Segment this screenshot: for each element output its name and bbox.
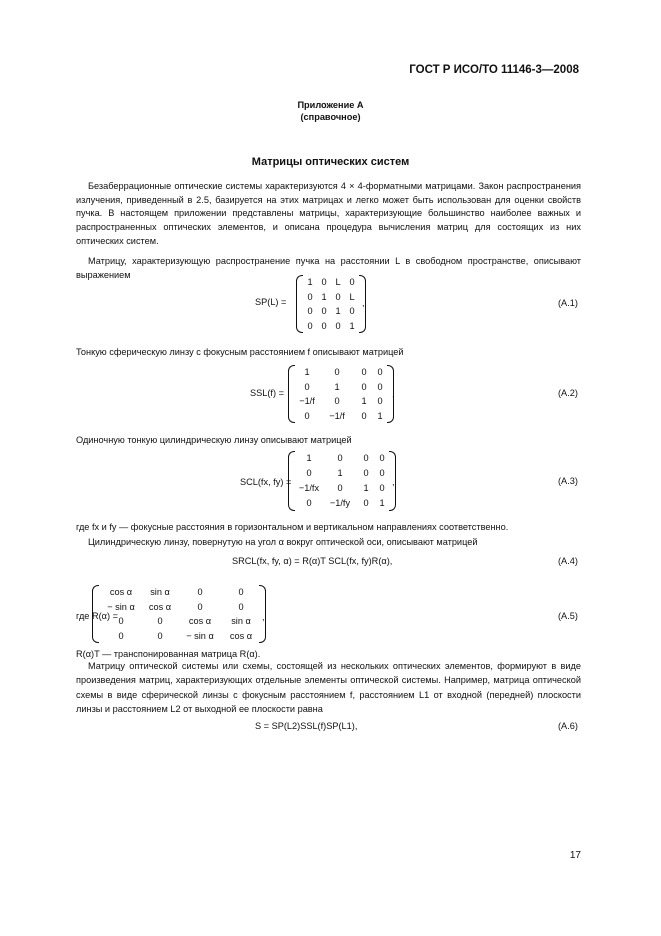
paragraph-system-matrix-text: Матрицу оптической системы или схемы, состоящей из нескольких оптических элементов, формируют в виде произведения матриц, характеризующих отдельные элементы оптической системы. Например, матрица оптической схемы в виде сферической линзы с фокусным расстоянием f, расстоянием L1 от входной (передней) плоскости линзы и расстоянием L2 от выходной ее плоскости равна (76, 661, 581, 714)
matrix-a5-cell: 0 (118, 616, 124, 626)
matrix-a3-cell: −1/fy (329, 498, 351, 508)
matrix-a2-cell: −1/f (329, 410, 345, 421)
matrix-a1-cell: 0 (307, 291, 313, 302)
matrix-a1-cell: 0 (349, 277, 355, 287)
matrix-a1-cell: 0 (321, 320, 327, 331)
eq-a3-lhs: SCL(fx, fy) = (240, 477, 292, 487)
matrix-a1-cell: 0 (307, 320, 313, 331)
appendix-subtitle: (справочное) (300, 112, 361, 122)
matrix-a3-cell: 0 (363, 453, 369, 463)
matrix-a3-cell: 0 (379, 468, 385, 478)
paragraph-transposed: R(α)T — транспонированная матрица R(α). (76, 649, 261, 659)
matrix-a2 (288, 365, 394, 423)
matrix-a1-cell: 1 (349, 320, 355, 331)
paragraph-spherical-lens: Тонкую сферическую линзу с фокусным расстоянием f описывают матрицей (76, 347, 404, 357)
matrix-a2-cell: 0 (334, 367, 340, 377)
eq-a1-lhs: SP(L) = (255, 297, 287, 307)
matrix-a3-cell: 1 (306, 453, 312, 463)
matrix-a3-grid (295, 451, 389, 511)
matrix-a5-cell: sin α (150, 587, 170, 597)
matrix-a2-cell: 0 (361, 381, 367, 392)
eq-a1-tail: , (362, 298, 365, 308)
matrix-a1-cell: 0 (349, 306, 355, 316)
matrix-a5-cell: 0 (157, 630, 163, 641)
matrix-a5-cell: cos α (109, 587, 133, 597)
page-number: 17 (569, 850, 581, 861)
eq-a5-where: где R(α) = (76, 611, 118, 621)
paragraph-rotated-lens: Цилиндрическую линзу, повернутую на угол α вокруг оптической оси, описывают матрицей (88, 537, 478, 547)
matrix-a2-cell: 0 (361, 410, 367, 421)
paragraph-free-space-text: Матрицу, характеризующую распространение пучка на расстоянии L в свободном пространстве, описывают выражением (76, 256, 581, 280)
matrix-a1-cell: 1 (321, 291, 327, 302)
matrix-a5-cell: 0 (238, 601, 244, 612)
matrix-a1-cell: 0 (321, 277, 327, 287)
matrix-a2-cell: 1 (334, 381, 340, 392)
paragraph-focal-lengths: где fx и fy — фокусные расстояния в горизонтальном и вертикальном направлениях соответственно. (76, 522, 509, 532)
eq-a4-text: SRCL(fx, fy, α) = R(α)T SCL(fx, fy)R(α), (232, 556, 393, 566)
matrix-a3-cell: 0 (337, 453, 343, 463)
matrix-a5-cell: − sin α (107, 601, 135, 612)
matrix-a2-cell: 1 (304, 367, 310, 377)
matrix-a3-cell: 0 (306, 468, 312, 478)
matrix-a2-cell: 1 (377, 410, 383, 421)
section-title: Матрицы оптических систем (251, 156, 410, 168)
matrix-a2-cell: 0 (377, 396, 383, 406)
eq-a5-tail: , (262, 612, 265, 622)
appendix-title: Приложение А (297, 100, 364, 110)
matrix-a5-grid (99, 585, 259, 643)
matrix-a5-cell: 0 (157, 616, 163, 626)
eq-a4-number: (A.4) (558, 556, 578, 566)
matrix-a1-grid (303, 275, 359, 333)
matrix-a2-cell: −1/f (299, 396, 315, 406)
matrix-a5-cell: 0 (118, 630, 124, 641)
matrix-a2-cell: 0 (377, 367, 383, 377)
eq-a3-number: (A.3) (558, 476, 578, 486)
matrix-a5 (92, 585, 266, 643)
matrix-a2-cell: 0 (304, 410, 310, 421)
eq-a1-number: (A.1) (558, 298, 578, 308)
matrix-a1 (296, 275, 366, 333)
matrix-a3-cell: 1 (363, 483, 369, 493)
matrix-a5-cell: 0 (197, 601, 203, 612)
eq-a6-number: (A.6) (558, 721, 578, 731)
matrix-a1-cell: 1 (335, 306, 341, 316)
matrix-a1-cell: 0 (335, 291, 341, 302)
matrix-a3 (288, 451, 396, 511)
matrix-a5-cell: 0 (197, 587, 203, 597)
matrix-a5-cell: − sin α (186, 630, 214, 641)
eq-a3-tail: , (392, 477, 395, 487)
matrix-a5-cell: sin α (231, 616, 251, 626)
eq-a2-tail: , (392, 389, 395, 399)
paragraph-intro (76, 180, 581, 249)
matrix-a2-cell: 1 (361, 396, 367, 406)
matrix-a2-cell: 0 (304, 381, 310, 392)
matrix-a2-grid (295, 365, 387, 423)
matrix-a3-cell: 1 (379, 498, 385, 508)
matrix-a1-cell: 0 (307, 306, 313, 316)
matrix-a3-cell: 0 (337, 483, 343, 493)
eq-a5-number: (A.5) (558, 611, 578, 621)
matrix-a1-cell: 1 (307, 277, 313, 287)
document-code: ГОСТ Р ИСО/ТО 11146-3—2008 (409, 64, 579, 76)
matrix-a1-cell: 0 (321, 306, 327, 316)
matrix-a1-cell: 0 (335, 320, 341, 331)
matrix-a2-cell: 0 (361, 367, 367, 377)
paragraph-cylindrical-lens: Одиночную тонкую цилиндрическую линзу описывают матрицей (76, 435, 352, 445)
matrix-a5-cell: 0 (238, 587, 244, 597)
matrix-a1-cell: L (349, 291, 355, 302)
eq-a6-text: S = SP(L2)SSL(f)SP(L1), (255, 721, 358, 731)
eq-a2-number: (A.2) (558, 388, 578, 398)
matrix-a1-cell: L (335, 277, 341, 287)
paragraph-system-matrix (76, 659, 581, 716)
matrix-a2-cell: 0 (334, 396, 340, 406)
matrix-a5-cell: cos α (229, 630, 253, 641)
matrix-a3-cell: 0 (306, 498, 312, 508)
matrix-a3-cell: 1 (337, 468, 343, 478)
matrix-a5-cell: cos α (148, 601, 172, 612)
matrix-a2-cell: 0 (377, 381, 383, 392)
matrix-a3-cell: 0 (363, 468, 369, 478)
matrix-a3-cell: 0 (363, 498, 369, 508)
paragraph-intro-text: Безаберрационные оптические системы характеризуются 4 × 4-форматными матрицами. Закон распространения излучения, приведенный в 2.5, базируется на этих матрицах и легко может быть использован для оценки свойств пучка. В настоящем приложении представлены матрицы, характеризующие большинство наиболее важных и распространенных оптических элементов, и описана процедура вычисления матриц для состоящих из них оптических систем. (76, 181, 581, 246)
matrix-a5-cell: cos α (188, 616, 212, 626)
eq-a2-lhs: SSL(f) = (250, 388, 284, 398)
matrix-a3-cell: 0 (379, 483, 385, 493)
matrix-a3-cell: 0 (379, 453, 385, 463)
matrix-a3-cell: −1/fx (298, 483, 320, 493)
